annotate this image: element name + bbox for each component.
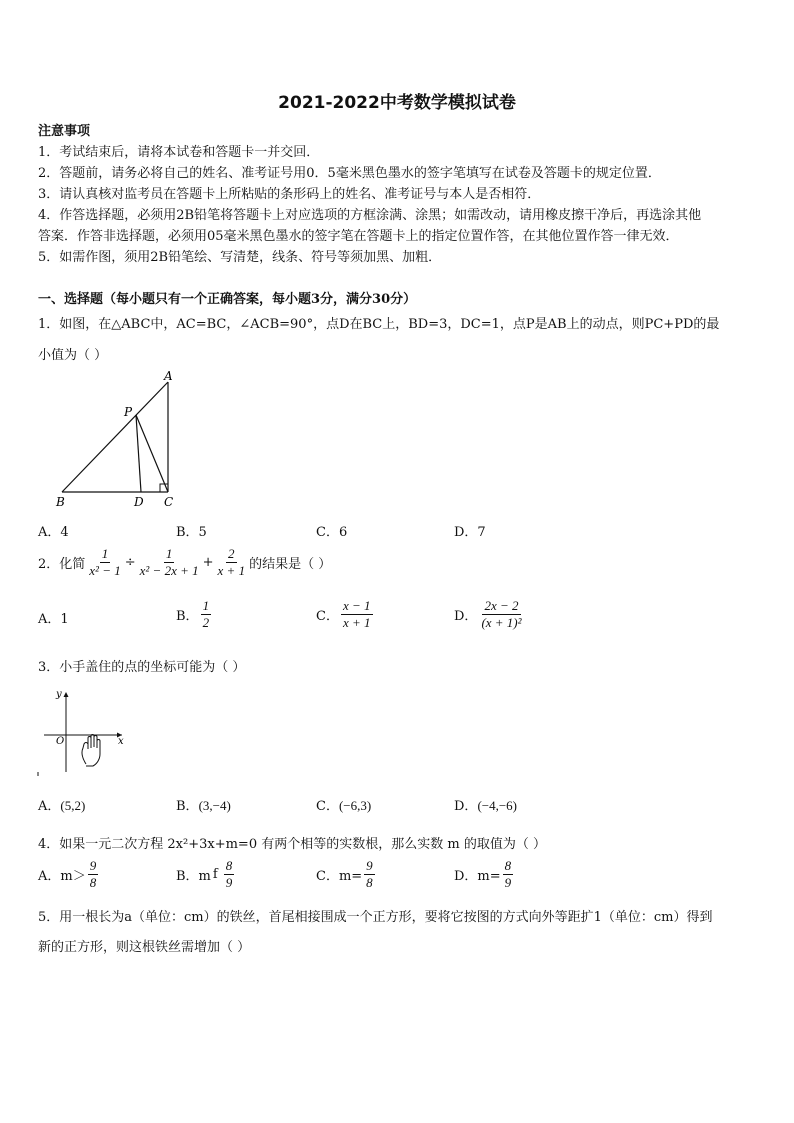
option-label: C． bbox=[316, 609, 339, 624]
q3-option-c bbox=[316, 795, 371, 814]
option-fraction bbox=[503, 858, 514, 891]
numerator: 2x − 2 bbox=[484, 598, 519, 613]
option-value: (5,2) bbox=[60, 798, 86, 813]
numerator: 9 bbox=[366, 858, 373, 873]
q2-fraction-2 bbox=[138, 546, 201, 579]
notes-heading: 注意事项 bbox=[38, 124, 91, 139]
q3-option-b bbox=[176, 795, 231, 814]
q3-text: 3．小手盖住的点的坐标可能为（ ） bbox=[38, 660, 246, 675]
note-item: 答案．作答非选择题，必须用05毫米黑色墨水的签字笔在答题卡上的指定位置作答，在其他位置作答一律无效． bbox=[38, 229, 679, 244]
q2-fraction-1 bbox=[87, 546, 122, 579]
numerator: 1 bbox=[202, 598, 210, 613]
option-label: C． bbox=[316, 799, 339, 814]
numerator: 1 bbox=[165, 546, 173, 561]
q1-triangle-figure bbox=[50, 366, 190, 512]
note-item: 5．如需作图，须用2B铅笔绘、写清楚，线条、符号等须加黑、加粗． bbox=[38, 250, 442, 265]
label-c: C bbox=[164, 495, 174, 509]
note-item: 4．作答选择题，必须用2B铅笔将答题卡上对应选项的方框涂满、涂黑；如需改动，请用橡皮擦干净后，再选涂其他 bbox=[38, 208, 702, 223]
q4-option-a bbox=[38, 858, 100, 891]
denominator: 2 bbox=[202, 615, 210, 630]
q2-option-b bbox=[176, 598, 213, 631]
denominator: x + 1 bbox=[342, 615, 371, 630]
q2-option-a: A．1 bbox=[38, 612, 69, 627]
q1-option-c: C．6 bbox=[316, 525, 348, 540]
origin-label: O bbox=[56, 736, 65, 747]
option-fraction bbox=[201, 598, 212, 631]
page-title: 2021-2022中考数学模拟试卷 bbox=[278, 93, 516, 113]
option-value: (−4,−6) bbox=[477, 798, 518, 813]
option-label: A． bbox=[38, 799, 61, 814]
denominator: x² − 1 bbox=[89, 563, 121, 578]
y-axis-label: y bbox=[56, 689, 62, 700]
q4-text: 4．如果一元二次方程 2x²+3x+m=0 有两个相等的实数根，那么实数 m 的取值为（ ） bbox=[38, 837, 546, 852]
option-fraction bbox=[88, 858, 99, 891]
q1-option-b: B．5 bbox=[176, 525, 207, 540]
q3-coordinate-figure bbox=[36, 686, 136, 778]
relation-symbol: f bbox=[212, 867, 218, 882]
option-label: D． bbox=[454, 799, 478, 814]
q2-option-c bbox=[316, 598, 375, 631]
denominator: 8 bbox=[89, 875, 97, 890]
denominator: (x + 1)² bbox=[481, 615, 522, 630]
numerator: 2 bbox=[228, 546, 235, 561]
q4-option-c bbox=[316, 858, 377, 891]
q1-text-cont: 小值为（ ） bbox=[38, 348, 108, 363]
numerator: 8 bbox=[225, 858, 233, 873]
option-label: D． bbox=[454, 609, 478, 624]
segment-ab bbox=[62, 382, 168, 492]
denominator: 9 bbox=[225, 875, 233, 890]
label-d: D bbox=[134, 495, 144, 509]
y-axis-arrow bbox=[64, 692, 69, 697]
option-fraction bbox=[479, 598, 523, 631]
option-label: D．m= bbox=[454, 869, 501, 884]
q1-option-a: A．4 bbox=[38, 525, 69, 540]
option-label: A．m＞ bbox=[38, 869, 86, 884]
q2-prefix: 2．化简 bbox=[38, 557, 86, 572]
label-b: B bbox=[56, 495, 65, 509]
q2-suffix: 的结果是（ ） bbox=[249, 557, 332, 572]
q2-text bbox=[38, 546, 331, 579]
option-label: B． bbox=[176, 799, 199, 814]
option-fraction bbox=[364, 858, 375, 891]
note-item: 2．答题前，请务必将自己的姓名、准考证号用0．5毫米黑色墨水的签字笔填写在试卷及答题卡的规定位置． bbox=[38, 166, 661, 181]
numerator: 1 bbox=[101, 546, 109, 561]
q2-fraction-3 bbox=[216, 546, 248, 579]
label-p: P bbox=[124, 405, 133, 419]
option-fraction bbox=[341, 598, 373, 631]
numerator: 9 bbox=[89, 858, 97, 873]
q4-option-b bbox=[176, 858, 236, 891]
denominator: 9 bbox=[504, 875, 512, 890]
hand-icon bbox=[82, 735, 100, 767]
q5-text: 5．用一根长为a（单位：cm）的铁丝，首尾相接围成一个正方形，要将它按图的方式向外等距扩1（单位：cm）得到 bbox=[38, 910, 713, 925]
plus-sign: + bbox=[202, 555, 214, 570]
q5-text-cont: 新的正方形，则这根铁丝需增加（ ） bbox=[38, 940, 251, 955]
option-value: (3,−4) bbox=[198, 798, 231, 813]
denominator: x² − 2x + 1 bbox=[139, 563, 199, 578]
note-item: 3．请认真核对监考员在答题卡上所粘贴的条形码上的姓名、准考证号与本人是否相符． bbox=[38, 187, 541, 202]
denominator: x + 1 bbox=[217, 563, 246, 578]
option-label: B． bbox=[176, 609, 199, 624]
denominator: 8 bbox=[366, 875, 373, 890]
q1-text: 1．如图，在△ABC中，AC=BC，∠ACB=90°，点D在BC上，BD=3，DC=1，点P是AB上的动点，则PC+PD的最 bbox=[38, 317, 720, 332]
option-label: B．m bbox=[176, 869, 211, 884]
note-item: 1．考试结束后，请将本试卷和答题卡一并交回． bbox=[38, 145, 320, 160]
q2-option-d bbox=[454, 598, 526, 631]
numerator: x − 1 bbox=[342, 598, 371, 613]
option-label: C．m= bbox=[316, 869, 363, 884]
label-a: A bbox=[164, 369, 173, 383]
q4-option-d bbox=[454, 858, 515, 891]
numerator: 8 bbox=[504, 858, 512, 873]
option-value: (−6,3) bbox=[338, 798, 372, 813]
q1-option-d: D．7 bbox=[454, 525, 486, 540]
divide-sign: ÷ bbox=[124, 555, 136, 570]
section-heading: 一、选择题（每小题只有一个正确答案，每小题3分，满分30分） bbox=[38, 292, 417, 307]
q3-option-d bbox=[454, 795, 517, 814]
q3-option-a bbox=[38, 795, 85, 814]
x-axis-label: x bbox=[118, 736, 124, 747]
option-fraction bbox=[224, 858, 235, 891]
